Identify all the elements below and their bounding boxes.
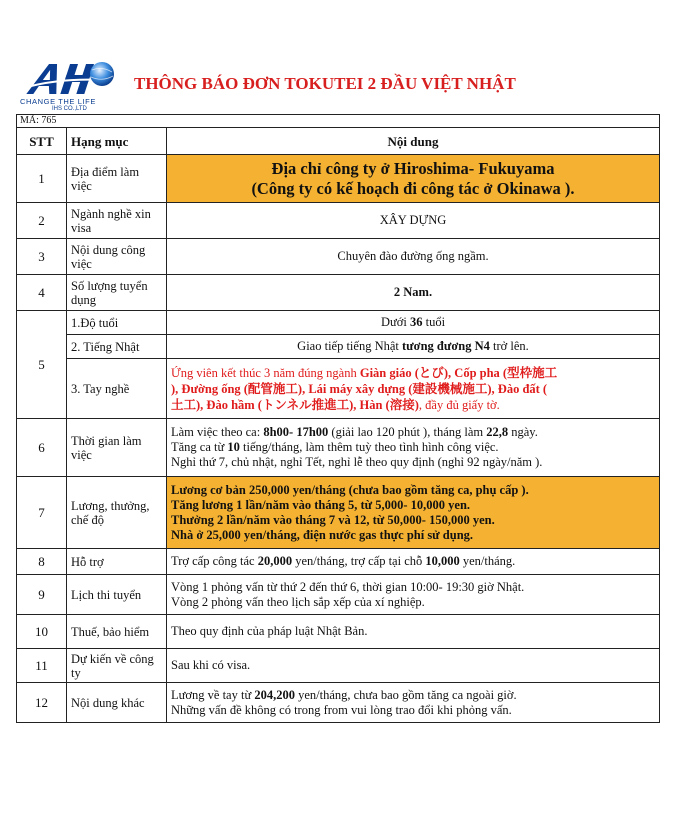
row-number: 8 [17, 549, 67, 575]
table-row [17, 615, 660, 649]
table-row [17, 311, 660, 335]
interview-round-2: Vòng 2 phỏng vấn theo lịch sắp xếp của xí nghiệp. [171, 594, 425, 609]
skill-line-1 [171, 365, 655, 381]
t4: Tăng ca từ [171, 440, 228, 454]
row-content: Theo quy định của pháp luật Nhật Bản. [167, 615, 660, 649]
page-title: THÔNG BÁO ĐƠN TOKUTEI 2 ĐẦU VIỆT NHẬT [134, 74, 516, 93]
table-row [17, 335, 660, 359]
skill-trades-3: 土工), Đào hầm (トンネル推進工), Hàn (溶接) [171, 397, 419, 412]
jp-suffix: trở lên. [489, 339, 529, 353]
row-content: XÂY DỰNG [167, 203, 660, 239]
table-row [17, 359, 660, 419]
business-trip-allowance: 20,000 [257, 554, 293, 568]
shift-time: 8h00- 17h00 [263, 425, 329, 439]
skill-trades-2: ), Đường ống (配管施工), Lái máy xây dựng (建設機械施工), Đào đất ( [171, 381, 548, 396]
table-row [17, 683, 660, 723]
age-prefix: Dưới [380, 315, 410, 329]
row-category: Thời gian làm việc [67, 419, 167, 477]
row-category: Lịch thi tuyển [67, 575, 167, 615]
row-category: Địa điểm làm việc [67, 155, 167, 203]
row-number: 10 [17, 615, 67, 649]
row-category: 3. Tay nghề [67, 359, 167, 419]
row-category: 2. Tiếng Nhật [67, 335, 167, 359]
row-category: Lương, thưởng, chế độ [67, 477, 167, 549]
row-number: 12 [17, 683, 67, 723]
t1: Làm việc theo ca: [171, 425, 264, 439]
table-row [17, 155, 660, 203]
logo-company: IHS CO.,LTD [52, 106, 87, 112]
row-content: Sau khi có visa. [167, 649, 660, 683]
net-salary: 204,200 [254, 687, 295, 702]
skill-intro: Ứng viên kết thúc 3 năm đúng ngành [171, 365, 360, 380]
col-category: Hạng mục [67, 128, 167, 155]
table-row [17, 649, 660, 683]
logo-slogan: CHANGE THE LIFE [20, 97, 96, 106]
row-category: 1.Độ tuổi [67, 311, 167, 335]
age-suffix: tuổi [422, 315, 446, 329]
japanese-content [167, 335, 660, 359]
row-number: 6 [17, 419, 67, 477]
housing-line: Nhà ở 25,000 yen/tháng, điện nước gas thực phí sử dụng. [171, 527, 474, 542]
row-content [167, 477, 660, 549]
table-row [17, 239, 660, 275]
table-row [17, 575, 660, 615]
t7: yen/tháng, trợ cấp tại chỗ [292, 554, 426, 568]
row-content [167, 419, 660, 477]
overtime-hours: 10 [227, 440, 240, 454]
row-category: Nội dung công việc [67, 239, 167, 275]
table-row [17, 275, 660, 311]
work-hours-line [171, 425, 655, 440]
col-content: Nội dung [167, 128, 660, 155]
row-number: 9 [17, 575, 67, 615]
row-number: 5 [17, 311, 67, 419]
bonus-line: Thưởng 2 lần/năm vào tháng 7 và 12, từ 50,000- 150,000 yen. [171, 512, 495, 527]
skill-line-3 [171, 397, 655, 413]
row-category: Hỗ trợ [67, 549, 167, 575]
header-row [17, 128, 660, 155]
order-code: MÃ: 765 [17, 115, 660, 128]
jp-level: tương đương N4 [402, 339, 490, 353]
net-salary-line [171, 688, 655, 703]
age-value: 36 [409, 315, 423, 329]
skill-content [167, 359, 660, 419]
row-number: 3 [17, 239, 67, 275]
table-row [17, 477, 660, 549]
location-note: (Công ty có kế hoạch đi công tác ở Okinawa ). [251, 178, 575, 198]
row-content: 2 Nam. [167, 275, 660, 311]
row-content: Chuyên đào đường ống ngầm. [167, 239, 660, 275]
row-category: Ngành nghề xin visa [67, 203, 167, 239]
row-category: Số lượng tuyển dụng [67, 275, 167, 311]
interview-round-1: Vòng 1 phỏng vấn từ thứ 2 đến thứ 6, thời gian 10:00- 19:30 giờ Nhật. [171, 579, 525, 594]
jp-prefix: Giao tiếp tiếng Nhật [297, 339, 403, 353]
t9: Lương về tay từ [171, 687, 255, 702]
code-row [17, 115, 660, 128]
row-number: 1 [17, 155, 67, 203]
skill-docs: , đầy đủ giấy tờ. [418, 397, 500, 412]
row-category: Thuế, bảo hiểm [67, 615, 167, 649]
skill-trades-1: Giàn giáo (とび), Cốp pha (型枠施工 [359, 365, 558, 380]
t10: yen/tháng, chưa bao gồm tăng ca ngoài giờ. [294, 687, 517, 702]
table-row [17, 203, 660, 239]
overtime-line [171, 440, 655, 455]
location-line: Địa chỉ công ty ở Hiroshima- Fukuyama [271, 158, 555, 178]
work-days: 22,8 [486, 425, 509, 439]
table-row [17, 549, 660, 575]
holiday-line: Nghỉ thứ 7, chủ nhật, nghỉ Tết, nghỉ lễ theo quy định (nghỉ 92 ngày/năm ). [171, 455, 543, 469]
row-content [167, 575, 660, 615]
row-content [167, 155, 660, 203]
skill-line-2 [171, 381, 655, 397]
row-content [167, 549, 660, 575]
row-number: 11 [17, 649, 67, 683]
t6: Trợ cấp công tác [171, 554, 258, 568]
row-number: 4 [17, 275, 67, 311]
row-category: Dự kiến về công ty [67, 649, 167, 683]
row-category: Nội dung khác [67, 683, 167, 723]
t3: ngày. [508, 425, 538, 439]
row-number: 7 [17, 477, 67, 549]
table-row [17, 419, 660, 477]
info-table [16, 114, 660, 723]
t2: (giải lao 120 phút ), tháng làm [328, 425, 487, 439]
other-note-line: Những vấn đề không có trong from vui lòng trao đổi khi phỏng vấn. [171, 702, 512, 717]
t8: yen/tháng. [459, 554, 516, 568]
row-number: 2 [17, 203, 67, 239]
salary-line: Lương cơ bản 250,000 yen/tháng (chưa bao gồm tăng ca, phụ cấp ). [171, 482, 529, 497]
local-allowance: 10,000 [425, 554, 460, 568]
col-stt: STT [17, 128, 67, 155]
row-content [167, 683, 660, 723]
raise-line: Tăng lương 1 lần/năm vào tháng 5, từ 5,000- 10,000 yen. [171, 497, 471, 512]
age-content [167, 311, 660, 335]
t5: tiếng/tháng, làm thêm tuỳ theo tình hình công việc. [239, 440, 499, 454]
